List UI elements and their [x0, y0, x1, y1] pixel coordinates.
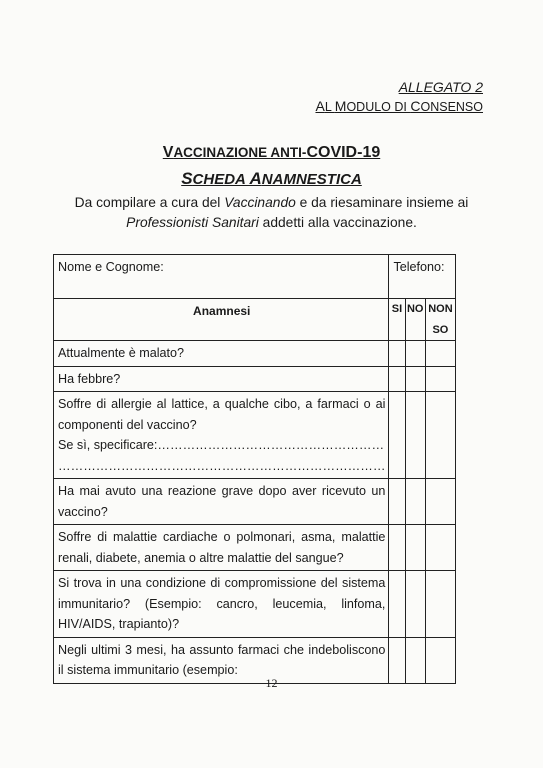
answer-si-checkbox[interactable] [389, 392, 405, 479]
name-label: Nome e Cognome: [58, 260, 164, 274]
document-title: VACCINAZIONE ANTI-COVID-19 [162, 144, 381, 161]
answer-si-checkbox[interactable] [389, 479, 405, 525]
question-text: Soffre di malattie cardiache o polmonari, asma, malattie renali, diabete, anemia o altre malattie del sangue? [54, 525, 389, 571]
answer-non-so-checkbox[interactable] [425, 341, 455, 367]
phone-field[interactable] [389, 255, 456, 299]
name-field[interactable] [54, 255, 389, 299]
question-text: Attualmente è malato? [54, 341, 389, 367]
table-row [54, 479, 456, 525]
question-text: Soffre di allergie al lattice, a qualche cibo, a farmaci o ai componenti del vaccino? Se sì, specificare:……………………………………………… …………………………………………………………………… [54, 392, 389, 479]
specify-field-continuation[interactable]: …………………………………………………………………… [58, 458, 386, 473]
question-text: Negli ultimi 3 mesi, ha assunto farmaci che indeboliscono il sistema immunitario (esempio: [54, 637, 389, 683]
scheda-anamnestica-title: SCHEDA ANAMNESTICA [181, 169, 362, 188]
col-non-so: NON SO [425, 299, 455, 341]
col-anamnesi: Anamnesi [54, 299, 389, 341]
answer-si-checkbox[interactable] [389, 341, 405, 367]
table-row [54, 571, 456, 638]
answer-non-so-checkbox[interactable] [425, 392, 455, 479]
page-number: 12 [265, 676, 278, 690]
answer-no-checkbox[interactable] [405, 392, 425, 479]
answer-non-so-checkbox[interactable] [425, 366, 455, 392]
answer-non-so-checkbox[interactable] [425, 525, 455, 571]
answer-no-checkbox[interactable] [405, 571, 425, 638]
answer-non-so-checkbox[interactable] [425, 479, 455, 525]
answer-no-checkbox[interactable] [405, 479, 425, 525]
anamnesis-form-table [53, 254, 456, 684]
answer-no-checkbox[interactable] [405, 341, 425, 367]
question-text: Ha mai avuto una reazione grave dopo aver ricevuto un vaccino? [54, 479, 389, 525]
specify-field[interactable]: Se sì, specificare:……………………………………………… [58, 438, 385, 452]
allegato-label: ALLEGATO 2 [398, 79, 483, 95]
table-row [54, 366, 456, 392]
answer-no-checkbox[interactable] [405, 366, 425, 392]
table-row [54, 392, 456, 479]
instructions-text: Da compilare a cura del Vaccinando e da riesaminare insieme ai Professionisti Sanitari addetti alla vaccinazione. [74, 195, 469, 230]
question-text: Si trova in una condizione di compromissione del sistema immunitario? (Esempio: cancro, leucemia, linfoma, HIV/AIDS, trapianto)? [54, 571, 389, 638]
answer-si-checkbox[interactable] [389, 571, 405, 638]
table-row [54, 341, 456, 367]
col-no: NO [405, 299, 425, 341]
col-si: SI [389, 299, 405, 341]
answer-non-so-checkbox[interactable] [425, 571, 455, 638]
answer-si-checkbox[interactable] [389, 366, 405, 392]
table-header-row [54, 299, 456, 341]
modulo-consenso-label: AL MODULO DI CONSENSO [315, 98, 483, 114]
answer-no-checkbox[interactable] [405, 525, 425, 571]
phone-label: Telefono: [393, 260, 445, 274]
answer-si-checkbox[interactable] [389, 525, 405, 571]
table-row [54, 525, 456, 571]
question-text: Ha febbre? [54, 366, 389, 392]
